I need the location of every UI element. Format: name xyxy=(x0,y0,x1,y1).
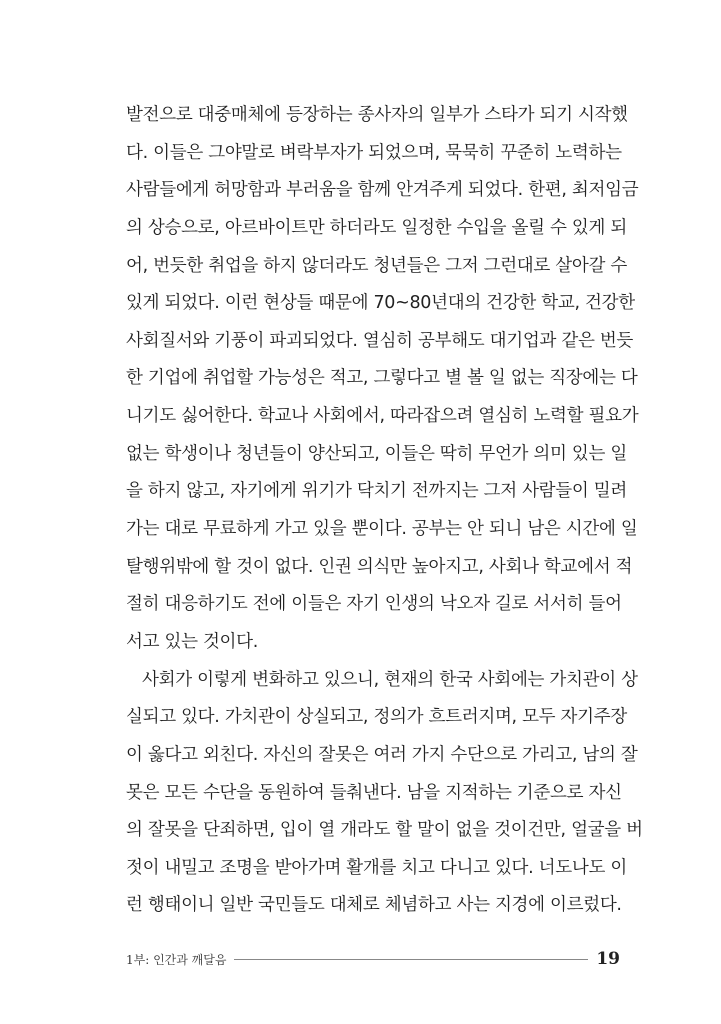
footer-rule xyxy=(234,959,588,960)
text-line: 못은 모든 수단을 동원하여 들춰낸다. 남을 지적하는 기준으로 자신 xyxy=(126,782,622,803)
page-footer xyxy=(126,948,620,970)
text-line: 발전으로 대중매체에 등장하는 종사자의 일부가 스타가 되기 시작했 xyxy=(126,105,628,125)
text-line: 젓이 내밀고 조명을 받아가며 활개를 치고 다니고 있다. 너도나도 이 xyxy=(126,857,627,878)
text-line: 탈행위밖에 할 것이 없다. 인권 의식만 높아지고, 사회나 학교에서 적 xyxy=(126,556,633,577)
body-text xyxy=(126,100,643,928)
paragraph-end-line: 서고 있는 것이다. xyxy=(126,631,259,652)
text-line: 니기도 싫어한다. 학교나 사회에서, 따라잡으려 열심히 노력할 필요가 xyxy=(126,406,639,427)
text-line: 의 잘못을 단죄하면, 입이 열 개라도 할 말이 없을 것이건만, 얼굴을 버 xyxy=(126,820,643,841)
page-number: 19 xyxy=(596,949,620,969)
text-line: 을 하지 않고, 자기에게 위기가 닥치기 전까지는 그저 사람들이 밀려 xyxy=(126,481,627,502)
text-line: 한 기업에 취업할 가능성은 적고, 그렇다고 별 볼 일 없는 직장에는 다 xyxy=(126,368,638,389)
text-line: 가는 대로 무료하게 가고 있을 뿐이다. 공부는 안 되니 남은 시간에 일 xyxy=(126,519,638,540)
paragraph-start-line: 사회가 이렇게 변화하고 있으니, 현재의 한국 사회에는 가치관이 상 xyxy=(142,669,638,690)
text-line: 사회질서와 기풍이 파괴되었다. 열심히 공부해도 대기업과 같은 번듯 xyxy=(126,330,634,351)
text-line: 절히 대응하기도 전에 이들은 자기 인생의 낙오자 길로 서서히 들어 xyxy=(126,594,622,615)
text-line: 이 옳다고 외친다. 자신의 잘못은 여러 가지 수단으로 가리고, 남의 잘 xyxy=(126,744,638,765)
text-line: 없는 학생이나 청년들이 양산되고, 이들은 딱히 무언가 의미 있는 일 xyxy=(126,443,627,464)
text-line: 런 행태이니 일반 국민들도 대체로 체념하고 사는 지경에 이르렀다. xyxy=(126,895,622,916)
chapter-title: 1부: 인간과 깨달음 xyxy=(126,952,227,967)
text-line: 다. 이들은 그야말로 벼락부자가 되었으며, 묵묵히 꾸준히 노력하는 xyxy=(126,142,622,163)
text-line: 실되고 있다. 가치관이 상실되고, 정의가 흐트러지며, 모두 자기주장 xyxy=(126,707,627,728)
text-line: 있게 되었다. 이런 현상들 때문에 70~80년대의 건강한 학교, 건강한 xyxy=(126,293,635,314)
text-line: 의 상승으로, 아르바이트만 하더라도 일정한 수입을 올릴 수 있게 되 xyxy=(126,217,627,238)
text-line: 사람들에게 허망함과 부러움을 함께 안겨주게 되었다. 한편, 최저임금 xyxy=(126,180,639,201)
text-line: 어, 번듯한 취업을 하지 않더라도 청년들은 그저 그런대로 살아갈 수 xyxy=(126,255,627,276)
